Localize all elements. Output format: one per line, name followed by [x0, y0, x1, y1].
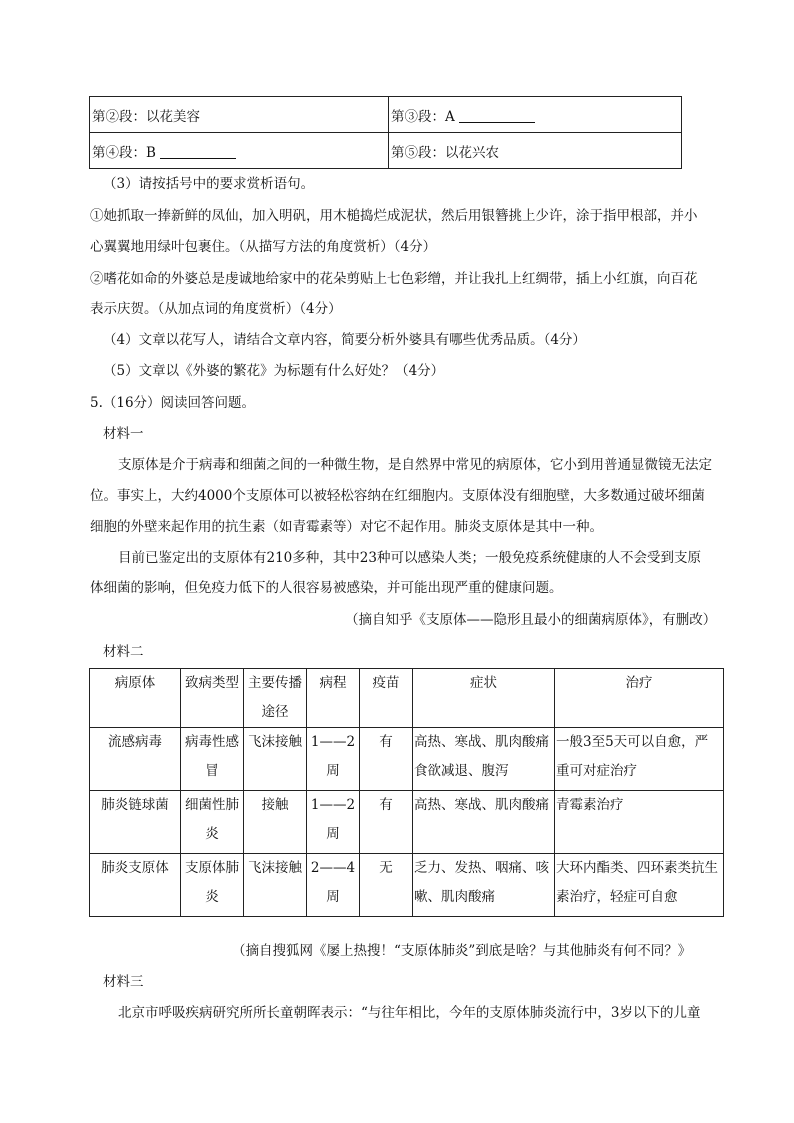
cell-vaccine: 无 [360, 854, 413, 917]
header-cell: 主要传播 途径 [244, 669, 307, 728]
material-title: 材料二 [103, 644, 144, 660]
question-3-1-line: 心翼翼地用绿叶包裹住。（从描写方法的角度赏析）（4分） [90, 239, 437, 255]
cell-symptoms: 高热、寒战、肌肉酸痛 食欲减退、腹泻 [413, 728, 555, 791]
material-title: 材料三 [103, 974, 144, 990]
question-3: （3）请按括号中的要求赏析语句。 [103, 176, 315, 192]
cell-course: 1——2 周 [307, 791, 360, 854]
header-cell: 病程 [307, 669, 360, 728]
source-citation: （摘自知乎《支原体——隐形且最小的细菌病原体》，有删改） [345, 612, 717, 628]
answer-blank[interactable] [160, 144, 236, 159]
header-cell: 疫苗 [360, 669, 413, 728]
question-main: 5.（16分）阅读回答问题。 [90, 395, 256, 411]
cell-symptoms: 乏力、发热、咽痛、咳 嗽、肌肉酸痛 [413, 854, 555, 917]
header-cell: 症状 [413, 669, 555, 728]
paragraph-line: 细胞的外壁来起作用的抗生素（如青霉素等）对它不起作用。肺炎支原体是其中一种。 [90, 519, 603, 535]
paragraph-line: 体细菌的影响，但免疫力低下的人很容易被感染，并可能出现严重的健康问题。 [90, 580, 563, 596]
disease-table [89, 668, 724, 917]
cell-treatment: 一般3至5天可以自愈，严 重可对症治疗 [555, 728, 724, 791]
source-citation: （摘自搜狐网《屡上热搜！“支原体肺炎”到底是啥？与其他肺炎有何不同？》 [232, 943, 692, 959]
outline-cell: 第⑤段：以花兴农 [389, 133, 682, 169]
paragraph-line: 支原体是介于病毒和细菌之间的一种微生物，是自然界中常见的病原体，它小到用普通显微镜无法定 [118, 457, 712, 473]
cell-symptoms: 高热、寒战、肌肉酸痛 [413, 791, 555, 854]
cell-vaccine: 有 [360, 728, 413, 791]
outline-cell-a[interactable] [389, 97, 682, 133]
question-3-1-line: ①她抓取一捧新鲜的凤仙，加入明矾，用木槌捣烂成泥状，然后用银簪挑上少许，涂于指甲根部，并小 [90, 208, 698, 224]
outline-cell: 第②段：以花美容 [90, 97, 389, 133]
cell-course: 1——2 周 [307, 728, 360, 791]
cell-transmission: 飞沫接触 [244, 854, 307, 917]
cell-pathogen: 流感病毒 [90, 728, 181, 791]
paragraph-line: 北京市呼吸疾病研究所所长童朝晖表示：“与往年相比，今年的支原体肺炎流行中，3岁以下的儿童 [118, 1005, 701, 1021]
table-header-row [90, 669, 724, 728]
header-cell: 病原体 [90, 669, 181, 728]
question-3-2-line: 表示庆贺。（从加点词的角度赏析）（4分） [90, 301, 342, 317]
material-title: 材料一 [103, 426, 144, 442]
table-row [90, 854, 724, 917]
cell-course: 2——4 周 [307, 854, 360, 917]
cell-vaccine: 有 [360, 791, 413, 854]
outline-table [89, 96, 682, 169]
question-5: （5）文章以《外婆的繁花》为标题有什么好处？（4分） [103, 363, 445, 379]
cell-type: 支原体肺 炎 [181, 854, 244, 917]
outline-label: 第④段：B [92, 144, 156, 161]
cell-transmission: 接触 [244, 791, 307, 854]
question-3-2-line: ②嗜花如命的外婆总是虔诚地给家中的花朵剪贴上七色彩缯，并让我扎上红绸带，插上小红旗，向百花 [90, 271, 698, 287]
header-cell: 致病类型 [181, 669, 244, 728]
outline-label: 第③段：A [391, 108, 455, 125]
question-4: （4）文章以花写人，请结合文章内容，简要分析外婆具有哪些优秀品质。（4分） [103, 332, 586, 348]
outline-cell-b[interactable] [90, 133, 389, 169]
cell-treatment: 青霉素治疗 [555, 791, 724, 854]
answer-blank[interactable] [459, 108, 535, 123]
cell-pathogen: 肺炎链球菌 [90, 791, 181, 854]
table-row [90, 728, 724, 791]
paragraph-line: 目前已鉴定出的支原体有210多种，其中23种可以感染人类；一般免疫系统健康的人不会受到支原 [118, 550, 701, 566]
cell-type: 病毒性感 冒 [181, 728, 244, 791]
cell-treatment: 大环内酯类、四环素类抗生 素治疗，轻症可自愈 [555, 854, 724, 917]
header-cell: 治疗 [555, 669, 724, 728]
paragraph-line: 位。事实上，大约4000个支原体可以被轻松容纳在红细胞内。支原体没有细胞壁，大多数通过破坏细菌 [90, 488, 705, 504]
cell-pathogen: 肺炎支原体 [90, 854, 181, 917]
table-row [90, 791, 724, 854]
cell-transmission: 飞沫接触 [244, 728, 307, 791]
cell-type: 细菌性肺 炎 [181, 791, 244, 854]
